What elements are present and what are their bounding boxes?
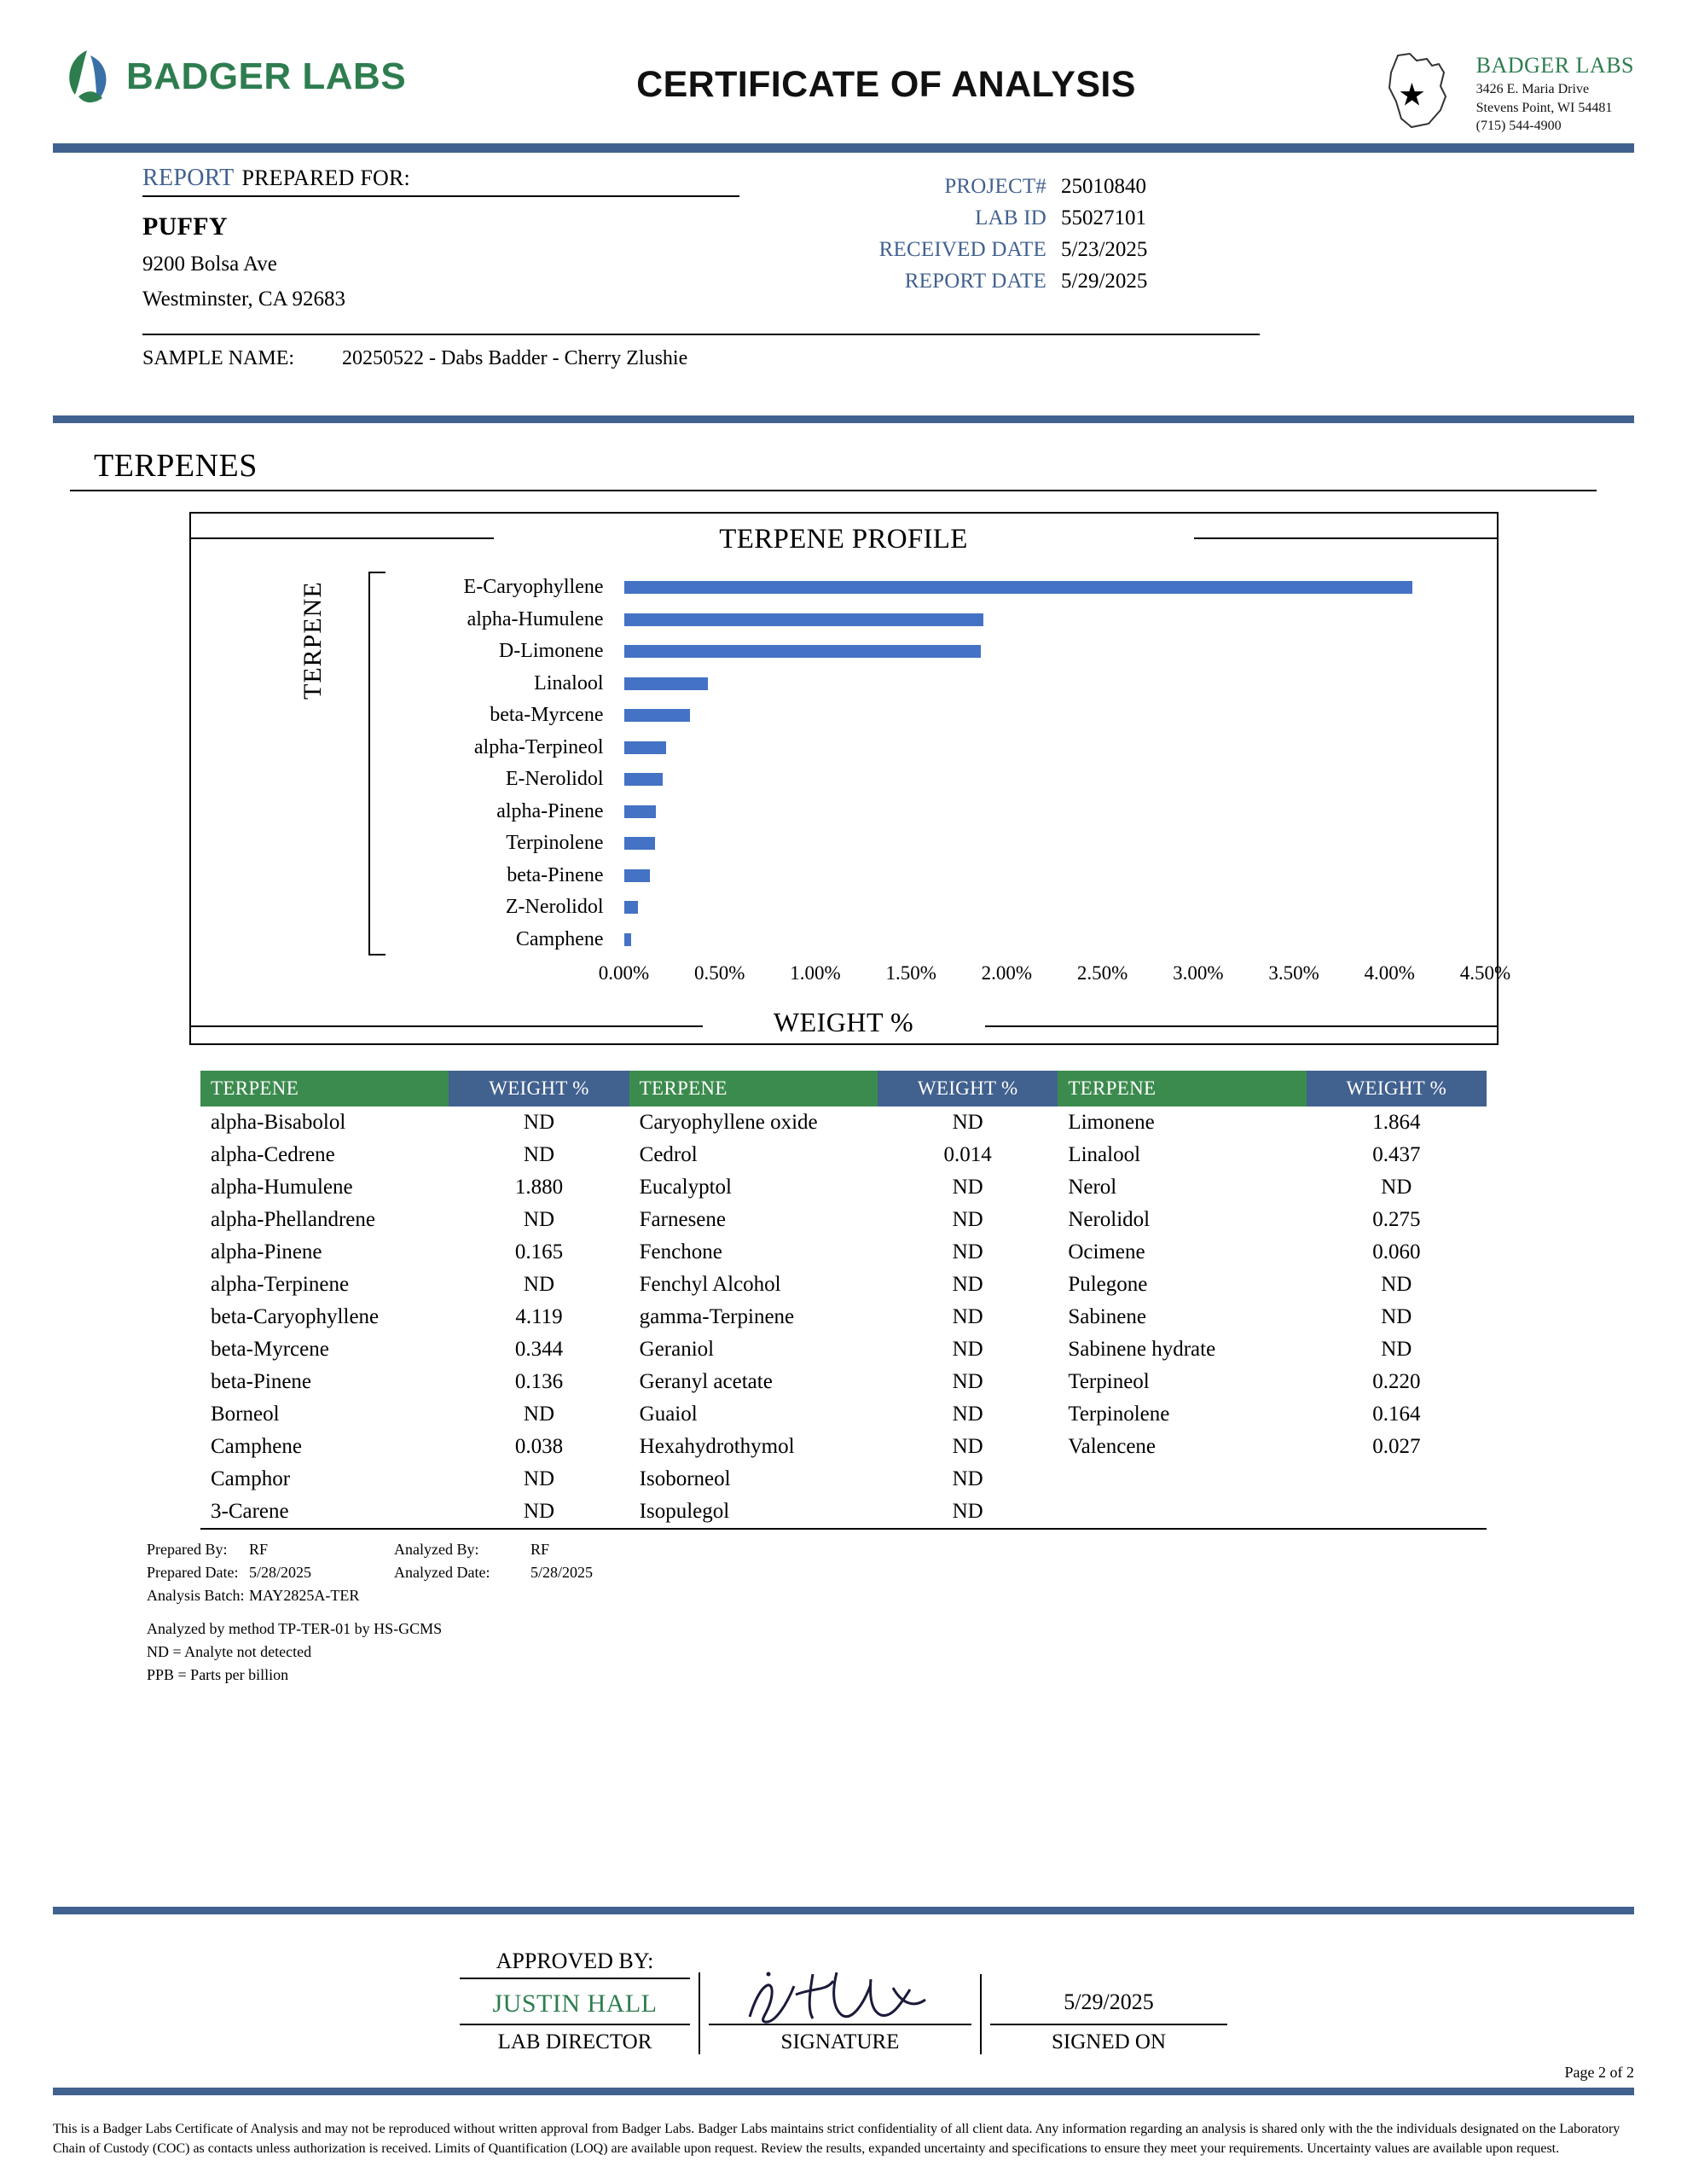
table-row (200, 1463, 1487, 1496)
note-prepared-analyzed-date (147, 1561, 1634, 1584)
signature-label: SIGNATURE (709, 2024, 971, 2054)
chart-x-tick: 3.00% (1173, 962, 1224, 984)
prepared-date-value: 5/28/2025 (249, 1564, 312, 1581)
cell-terpene-name: Cedrol (639, 1143, 698, 1166)
chart-category-label: Terpinolene (506, 832, 604, 854)
chart-bar (624, 933, 632, 946)
cell-weight-value: 0.164 (1372, 1403, 1421, 1426)
prepared-for-label: PREPARED FOR: (241, 166, 410, 190)
cell-terpene-name: Sabinene hydrate (1068, 1338, 1216, 1361)
cell-weight-value: ND (952, 1208, 983, 1231)
chart-category-label: Linalool (534, 671, 604, 694)
cell-weight-value: ND (523, 1208, 555, 1231)
cell-weight-value: ND (1381, 1273, 1412, 1296)
cell-weight-value: 0.136 (514, 1370, 564, 1393)
chart-bar-row (624, 700, 1486, 732)
section-divider (53, 415, 1634, 423)
chart-category-label: alpha-Terpineol (473, 735, 604, 758)
analysis-batch-value: MAY2825A-TER (249, 1587, 360, 1604)
chart-category-label: Z-Nerolidol (505, 896, 604, 918)
table-row (200, 1301, 1487, 1333)
prepared-by-value: RF (249, 1541, 269, 1558)
cell-terpene-name: alpha-Pinene (211, 1240, 322, 1263)
client-address-line2: Westminster, CA 92683 (142, 288, 345, 311)
cell-weight-value: ND (952, 1338, 983, 1361)
meta-label-received-date: RECEIVED DATE (878, 238, 1046, 261)
meta-row-project (803, 175, 1281, 199)
cell-weight-value: 0.027 (1372, 1435, 1421, 1458)
table-row (200, 1496, 1487, 1529)
chart-bar-row (624, 892, 1486, 924)
report-meta (803, 175, 1281, 301)
note-prepared-analyzed-by (147, 1538, 1634, 1561)
note-nd: ND = Analyte not detected (147, 1643, 312, 1660)
table-row (200, 1333, 1487, 1366)
table-row (200, 1269, 1487, 1301)
table-row (200, 1398, 1487, 1431)
meta-label-report-date: REPORT DATE (904, 270, 1046, 293)
prepared-date-label: Prepared Date: (147, 1564, 239, 1581)
cell-terpene-name: Camphor (211, 1467, 291, 1490)
cell-weight-value: 0.220 (1372, 1370, 1421, 1393)
chart-x-axis-label-text: WEIGHT % (762, 1007, 925, 1037)
cell-terpene-name: gamma-Terpinene (639, 1305, 795, 1328)
chart-bar (624, 805, 656, 818)
cell-terpene-name: Sabinene (1068, 1305, 1146, 1328)
cell-terpene-name: beta-Myrcene (211, 1338, 329, 1361)
cell-terpene-name: alpha-Cedrene (211, 1143, 335, 1166)
chart-bar (624, 901, 638, 914)
report-info-block (53, 153, 1634, 409)
wisconsin-map-icon (1372, 50, 1468, 132)
chart-category-label: Camphene (515, 927, 604, 950)
chart-x-tick: 0.50% (694, 962, 745, 984)
cell-weight-value: 0.275 (1372, 1208, 1421, 1231)
client-address-line1: 9200 Bolsa Ave (142, 253, 277, 276)
meta-label-lab-id: LAB ID (975, 206, 1046, 229)
note-ppb: PPB = Parts per billion (147, 1666, 289, 1683)
cell-weight-value: ND (952, 1176, 983, 1199)
page-header (53, 0, 1634, 136)
cell-weight-value: 0.038 (514, 1435, 564, 1458)
cell-weight-value: 0.060 (1372, 1240, 1421, 1263)
cell-terpene-name: Ocimene (1068, 1240, 1145, 1263)
analyzed-by-label: Analyzed By: (394, 1541, 479, 1558)
cell-terpene-name: Fenchyl Alcohol (639, 1273, 781, 1296)
approver-name: JUSTIN HALL (492, 1989, 658, 2018)
chart-bar (624, 645, 981, 658)
table-row (200, 1171, 1487, 1204)
chart-bar-row (624, 764, 1486, 796)
chart-bars (624, 572, 1486, 956)
cell-terpene-name: Terpineol (1068, 1370, 1150, 1393)
table-row (200, 1139, 1487, 1171)
cell-terpene-name: Geraniol (639, 1338, 715, 1361)
cell-weight-value: ND (523, 1467, 555, 1490)
chart-category-label: alpha-Pinene (496, 799, 604, 822)
chart-bar-row (624, 732, 1486, 764)
signed-on-date: 5/29/2025 (1064, 1989, 1154, 2014)
cell-weight-value: ND (523, 1273, 555, 1296)
cell-weight-value: 0.165 (514, 1240, 564, 1263)
chart-title (191, 514, 1497, 555)
chart-x-tick-labels (598, 962, 1511, 993)
brand-name: BADGER LABS (126, 55, 407, 97)
cell-weight-value: ND (449, 1496, 629, 1529)
meta-row-received-date (803, 238, 1281, 262)
meta-value-lab-id: 55027101 (1061, 206, 1146, 229)
cell-terpene-name: Eucalyptol (639, 1176, 732, 1199)
signed-on-label: SIGNED ON (990, 2024, 1227, 2054)
chart-bar-row (624, 572, 1486, 604)
cell-weight-value (1307, 1463, 1487, 1496)
cell-terpene-name: 3-Carene (200, 1496, 449, 1529)
chart-bar-row (624, 636, 1486, 668)
cell-terpene-name (1058, 1496, 1306, 1529)
cell-terpene-name: Terpinolene (1068, 1403, 1170, 1426)
cell-terpene-name: alpha-Humulene (211, 1176, 353, 1199)
cell-terpene-name: Farnesene (639, 1208, 726, 1231)
footer-divider (53, 2088, 1634, 2095)
chart-x-tick: 1.50% (885, 962, 936, 984)
approval-block (53, 1900, 1634, 2054)
cell-weight-value: 4.119 (515, 1305, 563, 1328)
note-method: Analyzed by method TP-TER-01 by HS-GCMS (147, 1620, 443, 1637)
col-header-terpene-3: TERPENE (1058, 1071, 1306, 1107)
cell-weight-value: ND (523, 1403, 555, 1426)
terpene-results-table (200, 1071, 1487, 1530)
approver-title: LAB DIRECTOR (460, 2024, 690, 2054)
footer-disclaimer: This is a Badger Labs Certificate of Analysis and may not be reproduced without written approval from Badger Labs. Badger Labs maintains strict confidentiality of all client data. Any information regarding an analysis is shared only with the the individuals designated on the Laboratory Chain of Custody (COC) as contacts unless authorization is received. Limits of Quantification (LOQ) are available upon request. Review the results, expanded uncertainty and specifications to ensure they meet your requirements. Uncertainty values are available upon request. (53, 2121, 1620, 2156)
table-row (200, 1236, 1487, 1269)
section-title-terpenes: TERPENES (70, 439, 1597, 491)
chart-category-label: E-Nerolidol (505, 768, 604, 790)
cell-weight-value: ND (523, 1111, 555, 1134)
approved-by-label: APPROVED BY: (460, 1949, 690, 1979)
cell-terpene-name: Camphene (211, 1435, 302, 1458)
chart-bar-row (624, 924, 1486, 956)
lab-phone: (715) 544-4900 (1475, 119, 1562, 134)
chart-category-labels (404, 572, 617, 956)
sample-name-value: 20250522 - Dabs Badder - Cherry Zlushie (342, 347, 688, 369)
page-title: CERTIFICATE OF ANALYSIS (636, 64, 1136, 105)
signed-on-column (980, 1974, 1236, 2054)
table-row (200, 1366, 1487, 1398)
cell-terpene-name: Caryophyllene oxide (639, 1111, 818, 1134)
client-name: PUFFY (142, 212, 228, 241)
cell-terpene-name: Isopulegol (629, 1496, 878, 1529)
cell-weight-value: ND (952, 1370, 983, 1393)
col-header-weight-3: WEIGHT % (1307, 1071, 1487, 1107)
chart-category-label: E-Caryophyllene (463, 576, 604, 598)
chart-x-tick: 4.50% (1459, 962, 1511, 984)
chart-bar (624, 709, 690, 722)
cell-terpene-name: alpha-Phellandrene (211, 1208, 375, 1231)
cell-weight-value: ND (523, 1143, 555, 1166)
cell-terpene-name: beta-Caryophyllene (211, 1305, 380, 1328)
cell-terpene-name: Borneol (211, 1403, 280, 1426)
chart-bar (624, 677, 708, 690)
cell-terpene-name: Isoborneol (639, 1467, 731, 1490)
chart-bar (624, 581, 1412, 594)
analysis-notes (147, 1538, 1634, 1687)
meta-value-project: 25010840 (1061, 175, 1146, 198)
table-row (200, 1107, 1487, 1139)
cell-weight-value: ND (952, 1273, 983, 1296)
table-row (200, 1204, 1487, 1236)
cell-weight-value: 1.880 (514, 1176, 564, 1199)
cell-weight-value: ND (1381, 1305, 1412, 1328)
sample-name-label: SAMPLE NAME: (142, 347, 295, 369)
cell-terpene-name: Fenchone (639, 1240, 722, 1263)
chart-y-axis-line (368, 572, 386, 956)
cell-terpene-name: Linalool (1068, 1143, 1141, 1166)
cell-weight-value: ND (878, 1496, 1058, 1529)
chart-x-tick: 3.50% (1268, 962, 1319, 984)
analyzed-date-value: 5/28/2025 (530, 1564, 594, 1581)
col-header-weight-1: WEIGHT % (449, 1071, 629, 1107)
cell-weight-value: ND (952, 1435, 983, 1458)
chart-category-label: D-Limonene (498, 640, 604, 662)
col-header-terpene-1: TERPENE (200, 1071, 449, 1107)
table-header-row (200, 1071, 1487, 1107)
cell-terpene-name: alpha-Bisabolol (211, 1111, 346, 1134)
analyzed-by-value: RF (530, 1541, 550, 1558)
report-word: REPORT (142, 165, 235, 191)
terpene-profile-chart (189, 512, 1511, 1045)
chart-category-label: beta-Pinene (507, 863, 604, 886)
analyzed-date-label: Analyzed Date: (394, 1564, 490, 1581)
sample-name-row (142, 334, 1260, 370)
chart-y-axis-label: TERPENE (298, 581, 327, 700)
chart-x-tick: 0.00% (598, 962, 650, 984)
cell-weight-value: ND (952, 1403, 983, 1426)
chart-bar-row (624, 668, 1486, 700)
col-header-weight-2: WEIGHT % (878, 1071, 1058, 1107)
lab-address-block (1267, 47, 1634, 136)
cell-weight-value (1307, 1496, 1487, 1529)
approved-by-column (451, 1949, 699, 2054)
cell-terpene-name: Guaiol (639, 1403, 698, 1426)
cell-terpene-name: Nerol (1068, 1176, 1117, 1199)
chart-bar (624, 613, 984, 626)
cell-weight-value: 1.864 (1372, 1111, 1421, 1134)
chart-x-tick: 4.00% (1364, 962, 1415, 984)
chart-bar-row (624, 828, 1486, 860)
header-divider (53, 143, 1634, 153)
cell-terpene-name: beta-Pinene (211, 1370, 312, 1393)
lab-name: BADGER LABS (1475, 53, 1634, 78)
report-prepared-for-heading (142, 165, 739, 197)
cell-weight-value: ND (1381, 1338, 1412, 1361)
chart-bar-row (624, 796, 1486, 828)
chart-x-tick: 1.00% (790, 962, 841, 984)
meta-row-report-date (803, 270, 1281, 293)
col-header-terpene-2: TERPENE (629, 1071, 878, 1107)
cell-weight-value: ND (1381, 1176, 1412, 1199)
leaf-logo-icon (61, 47, 114, 107)
chart-bar (624, 773, 663, 786)
chart-category-label: beta-Myrcene (490, 704, 604, 726)
cell-weight-value: ND (952, 1111, 983, 1134)
chart-bar (624, 869, 651, 882)
page-number: Page 2 of 2 (1564, 2064, 1634, 2081)
cell-terpene-name: Valencene (1068, 1435, 1157, 1458)
prepared-by-label: Prepared By: (147, 1541, 228, 1558)
cell-terpene-name: Pulegone (1068, 1273, 1148, 1296)
cell-terpene-name: Geranyl acetate (639, 1370, 773, 1393)
cell-terpene-name: Limonene (1068, 1111, 1155, 1134)
analysis-batch-label: Analysis Batch: (147, 1587, 245, 1604)
note-analysis-batch (147, 1584, 1634, 1607)
signature-column (699, 1972, 980, 2054)
cell-weight-value: 0.344 (514, 1338, 564, 1361)
cell-weight-value: ND (952, 1305, 983, 1328)
handwritten-signature-icon (700, 1972, 980, 2024)
chart-bar-row (624, 860, 1486, 892)
lab-street: 3426 E. Maria Drive (1475, 82, 1590, 97)
lab-city-state-zip: Stevens Point, WI 54481 (1475, 100, 1613, 115)
chart-title-text: TERPENE PROFILE (709, 524, 977, 555)
meta-label-project: PROJECT# (944, 175, 1046, 198)
cell-terpene-name (1058, 1463, 1306, 1496)
meta-value-received-date: 5/23/2025 (1061, 238, 1148, 261)
cell-terpene-name: alpha-Terpinene (211, 1273, 350, 1296)
chart-category-label: alpha-Humulene (467, 607, 604, 630)
chart-x-tick: 2.00% (981, 962, 1033, 984)
table-row (200, 1431, 1487, 1463)
cell-weight-value: ND (952, 1240, 983, 1263)
chart-x-axis-label (191, 1007, 1497, 1038)
cell-weight-value: 0.014 (943, 1143, 992, 1166)
meta-row-lab-id (803, 206, 1281, 230)
meta-value-report-date: 5/29/2025 (1061, 270, 1148, 293)
chart-bar-row (624, 604, 1486, 636)
brand-logo (53, 47, 505, 107)
approval-divider (53, 1907, 1634, 1914)
cell-weight-value: 0.437 (1372, 1143, 1421, 1166)
cell-terpene-name: Hexahydrothymol (639, 1435, 795, 1458)
chart-x-tick: 2.50% (1076, 962, 1128, 984)
cell-terpene-name: Nerolidol (1068, 1208, 1151, 1231)
cell-weight-value: ND (952, 1467, 983, 1490)
chart-bar (624, 741, 666, 754)
chart-bar (624, 837, 656, 850)
